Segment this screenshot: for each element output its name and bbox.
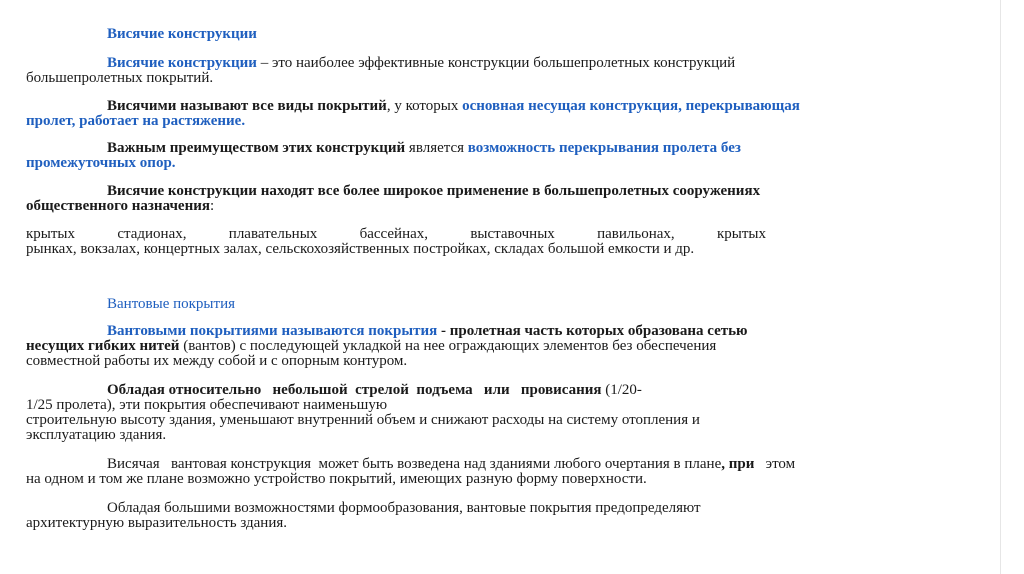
hanging-types-line2: пролет, работает на растяжение. [26, 113, 246, 129]
paragraph-application: Висячие конструкции находят все более широкое применение в большепролетных сооружениях [107, 183, 761, 199]
paragraph-cable-properties: Обладая относительно небольшой стрелой подъема или провисания (1/20- [107, 382, 642, 398]
term-hanging-structures: Висячие конструкции [107, 55, 257, 71]
definition-line2: большепролетных покрытий. [26, 70, 214, 86]
cable-architecture-line2: архитектурную выразительность здания. [26, 515, 287, 531]
paragraph-cable-architecture: Обладая большими возможностями формообразования, вантовые покрытия предопределяют [107, 500, 701, 516]
cable-shapes-line2: на одном и том же плане возможно устройство покрытий, имеющих разную форму поверхности. [26, 471, 647, 487]
examples-line2: рынках, вокзалах, концертных залах, сельскохозяйственных постройках, складах большой емкости и др. [26, 241, 695, 257]
advantage-line2: промежуточных опор. [26, 155, 176, 171]
paragraph-hanging-types: Висячими называют все виды покрытий, у которых основная несущая конструкция, перекрывающая [107, 98, 800, 114]
section-heading-hanging: Висячие конструкции [107, 26, 257, 42]
cable-definition-line2: несущих гибких нитей (вантов) с последующей укладкой на нее ограждающих элементов без обеспечения [26, 338, 717, 354]
cable-definition-line3: совместной работы их между собой и с опорным контуром. [26, 353, 408, 369]
cable-properties-line2: 1/25 пролета), эти покрытия обеспечивают наименьшую [26, 397, 388, 413]
paragraph-cable-definition: Вантовыми покрытиями называются покрытия - пролетная часть которых образована сетью [107, 323, 748, 339]
definition-text: – это наиболее эффективные конструкции большепролетных конструкций [256, 55, 736, 71]
right-border-line [1000, 0, 1001, 574]
paragraph-definition [107, 56, 919, 71]
section-heading-cable: Вантовые покрытия [107, 296, 235, 312]
paragraph-advantage: Важным преимуществом этих конструкций является возможность перекрывания пролета без [107, 140, 741, 156]
cable-properties-line3: строительную высоту здания, уменьшают внутренний объем и снижают расходы на систему отопления и [26, 412, 700, 428]
application-line2: общественного назначения: [26, 198, 215, 214]
paragraph-cable-shapes: Висячая вантовая конструкция может быть возведена над зданиями любого очертания в плане, при этом [107, 456, 796, 472]
paragraph-examples: крытых стадионах, плавательных бассейнах, выставочных павильонах, крытых [26, 226, 766, 242]
cable-properties-line4: эксплуатацию здания. [26, 427, 167, 443]
